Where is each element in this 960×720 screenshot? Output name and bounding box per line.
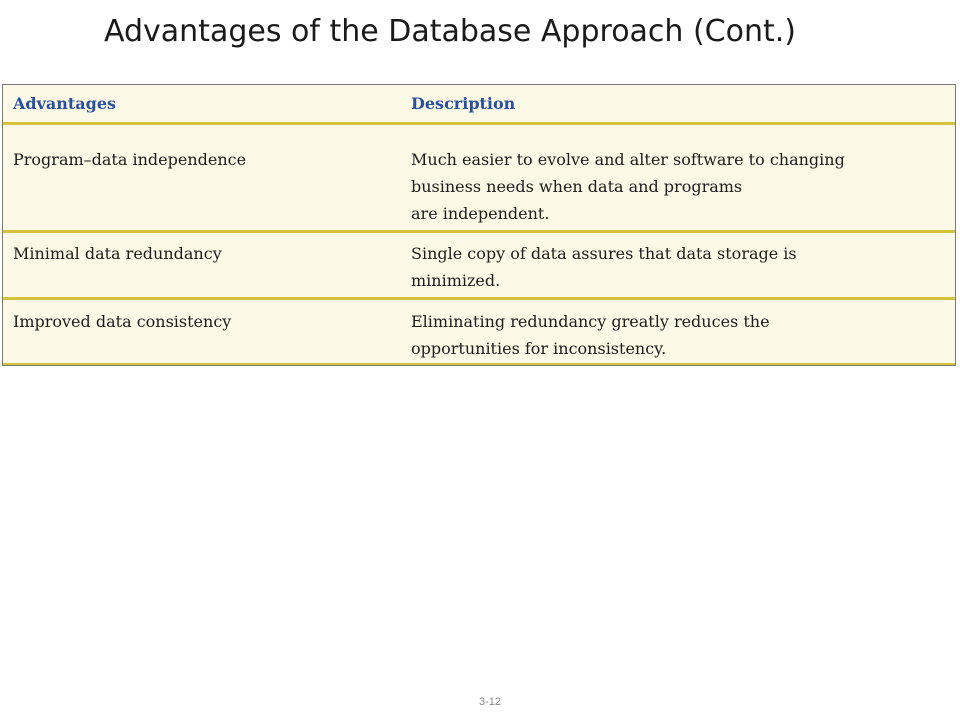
slide-title: Advantages of the Database Approach (Cont.)	[104, 14, 796, 49]
description-cell: Much easier to evolve and alter software to changing business needs when data and programs are independent.	[411, 150, 845, 223]
advantages-table	[2, 84, 956, 366]
advantage-cell: Minimal data redundancy	[13, 244, 222, 263]
advantage-cell: Program–data independence	[13, 150, 247, 169]
table-header-row	[3, 85, 955, 122]
advantage-cell: Improved data consistency	[13, 312, 232, 331]
row-divider	[3, 297, 955, 300]
row-divider	[3, 230, 955, 233]
page-number: 3-12	[478, 696, 502, 708]
description-cell: Single copy of data assures that data storage is minimized.	[411, 244, 797, 290]
bottom-divider	[3, 363, 955, 366]
header-divider	[3, 122, 955, 125]
description-cell: Eliminating redundancy greatly reduces the opportunities for inconsistency.	[411, 312, 770, 358]
column-header-advantages: Advantages	[13, 94, 117, 113]
column-header-description: Description	[411, 94, 516, 113]
